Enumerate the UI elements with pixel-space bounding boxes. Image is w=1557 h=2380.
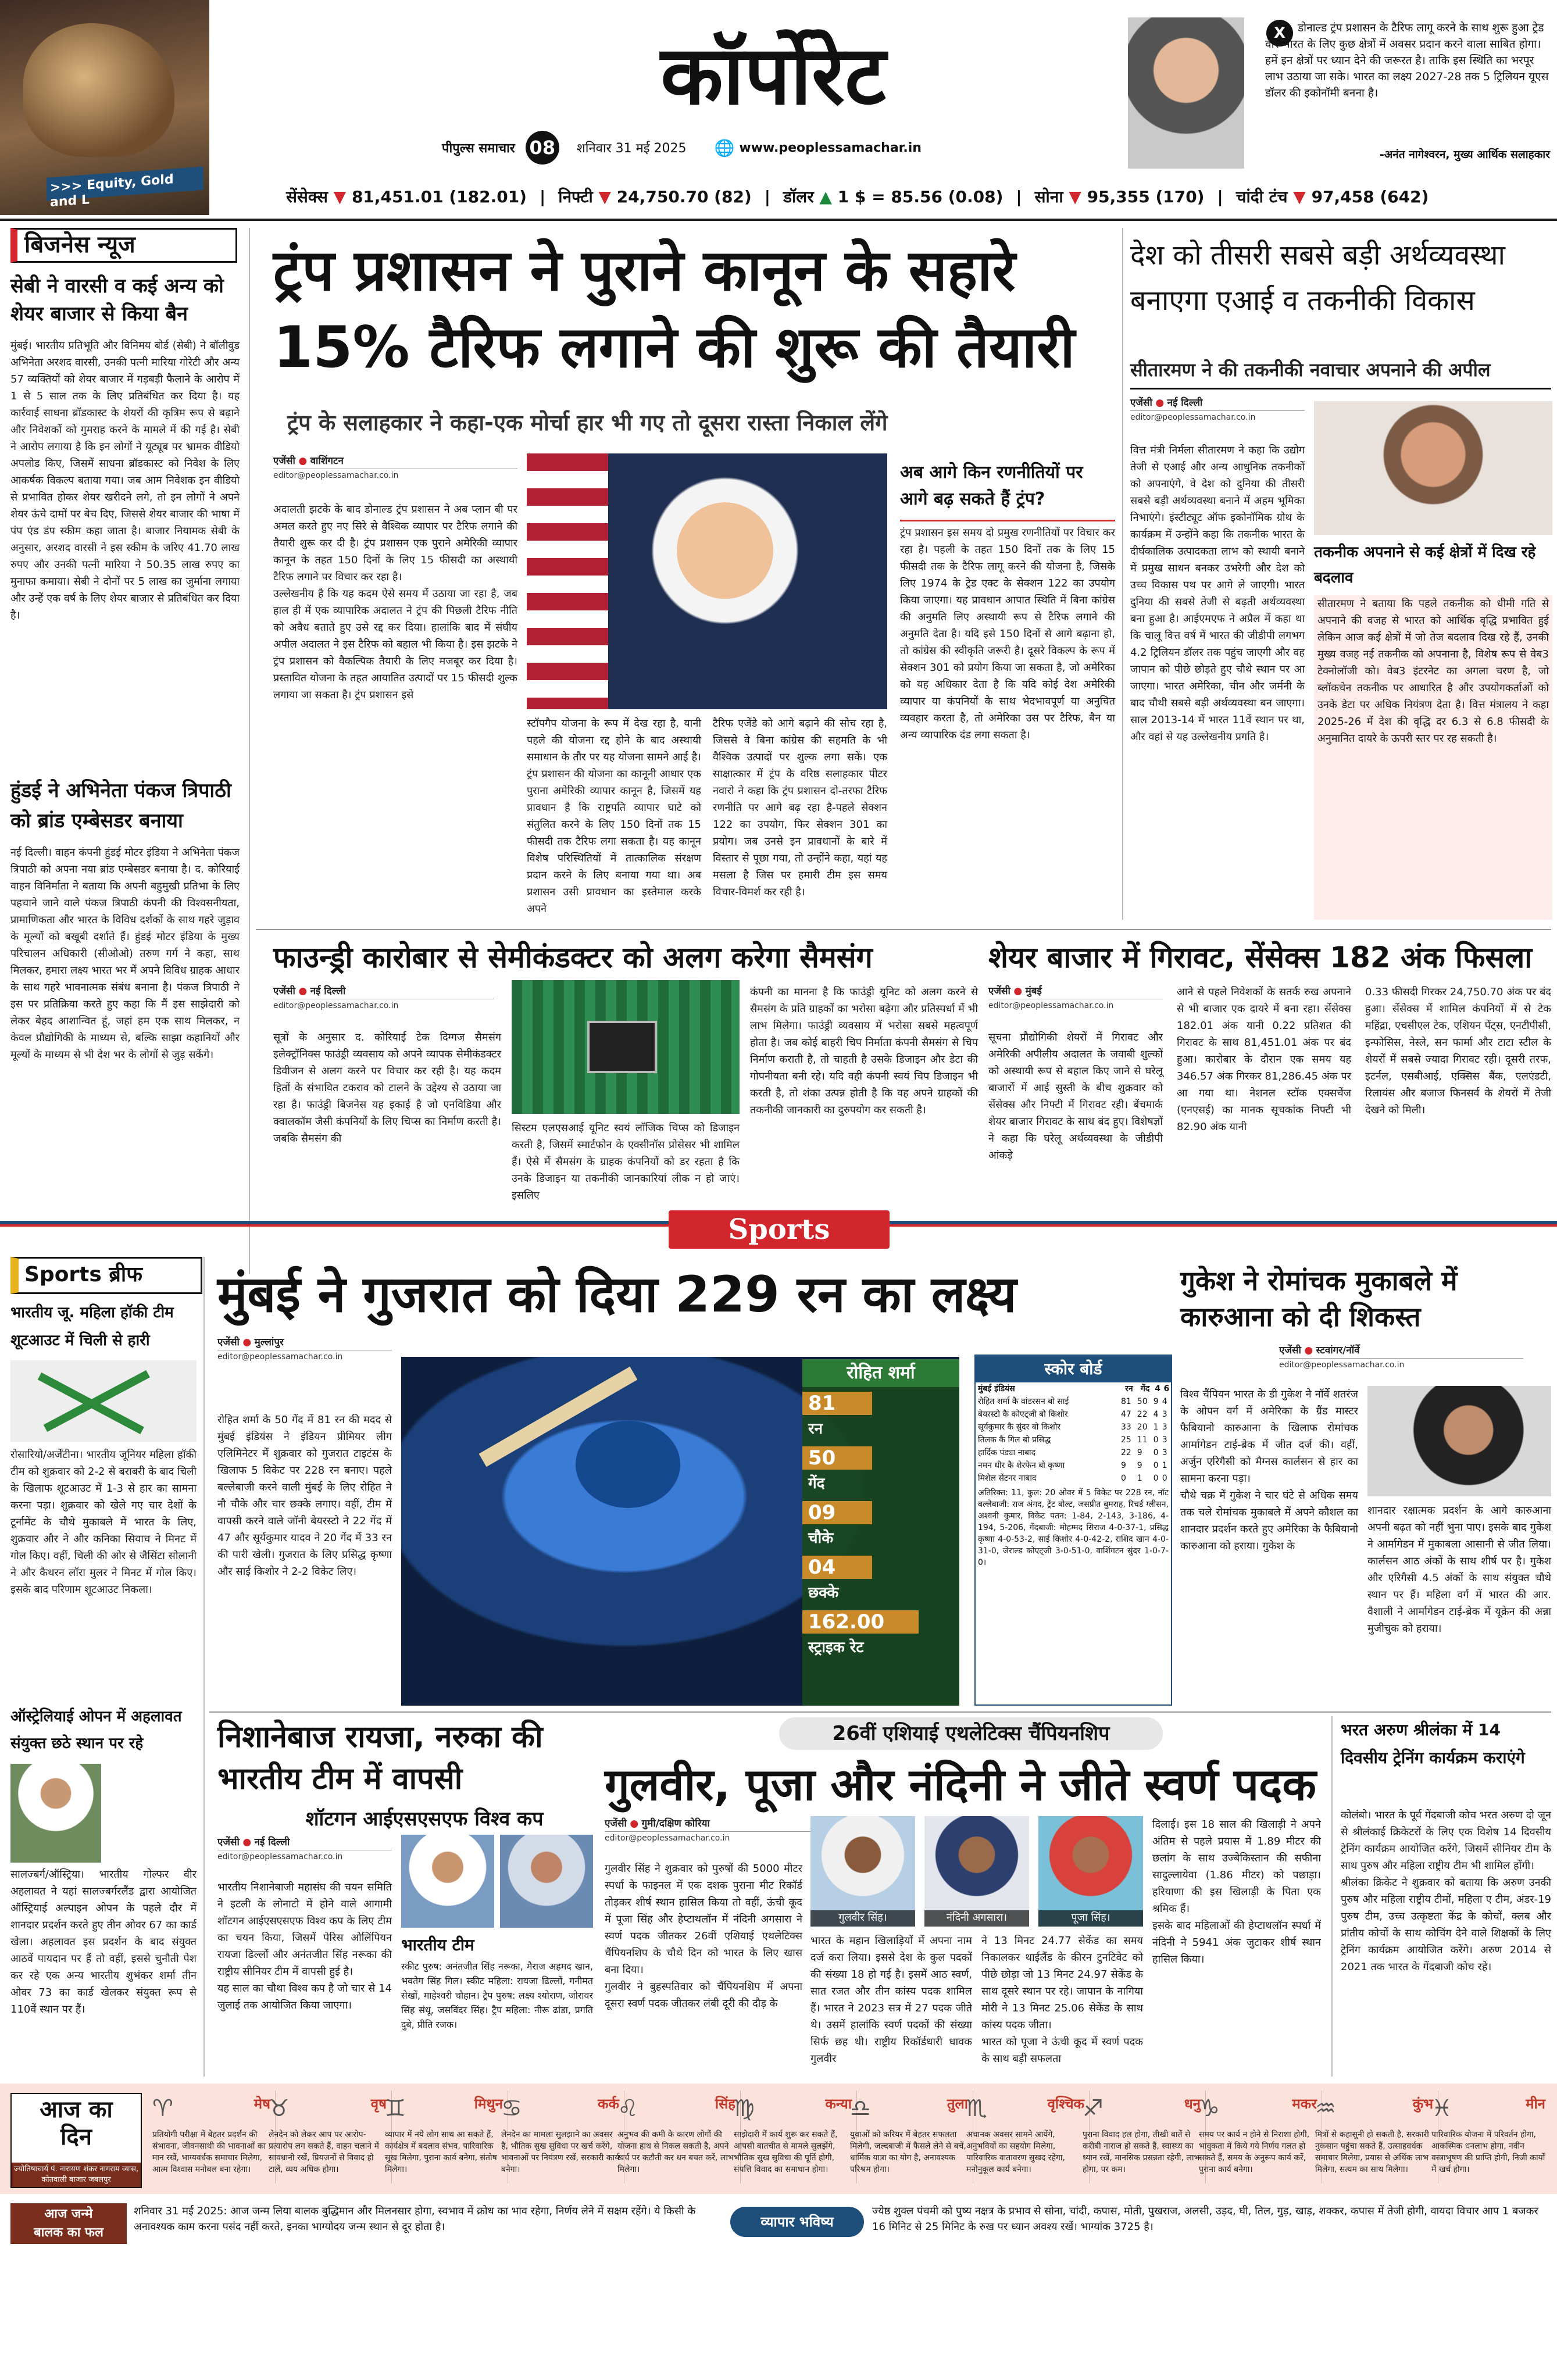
strategy-box-headline: अब आगे किन रणनीतियों पर आगे बढ़ सकते हैं ट्रंप? xyxy=(900,462,1083,509)
hyundai-headline: हुंडई ने अभिनेता पंकज त्रिपाठी को ब्रांड एम्बेसडर बनाया xyxy=(10,779,231,832)
table-row: तिलक कै गिल बो प्रसिद्ध 25 11 0 3 xyxy=(978,1435,1167,1445)
gukesh-photo xyxy=(1367,1386,1551,1496)
horoscope-tag-line2: दिन xyxy=(60,2124,92,2150)
strategy-box-rule xyxy=(900,520,1115,521)
capricorn-icon: ♑ xyxy=(1199,2095,1220,2122)
table-row: हार्दिक पंड्या नाबाद 22 9 0 3 xyxy=(978,1448,1167,1457)
bse-photo xyxy=(0,0,209,215)
aries-icon: ♈ xyxy=(152,2095,173,2122)
market-col-3: 0.33 फीसदी गिरकर 24,750.70 अंक पर बंद हुआ। सेंसेक्स में शामिल कंपनियों में से टेक महिंद्रा, एचसीएल टेक, एशियन पेंट्स, एनटीपीसी, इन्फोसिस, नेस्ले, सन फार्मा और टाटा स्टील के शेयरों में सबसे ज्यादा गिरावट रही। दूसरी तरफ, इटर्नल, एसबीआई, एक्सिस बैंक, एलएंडटी, रिलायंस और बजाज फिनसर्व के शेयरों में तेजी देखने को मिली। xyxy=(1365,986,1551,1116)
horoscope-tag-line1: आज का xyxy=(40,2096,113,2123)
birth-text: शनिवार 31 मई 2025: आज जन्म लिया बालक बुद्धिमान और मिलनसार होगा, स्वभाव में क्रोध का भाव रहेगा, निर्णय लेने में सक्षम रहेंगे। ये किसी के अनावश्यक काम करना पसंद नहीं करते, इनका भाग्योदय जन्म स्थान से दूर होता है। xyxy=(134,2205,696,2233)
athletics-col-1: गुलवीर सिंह ने शुक्रवार को पुरुषों की 5000 मीटर स्पर्धा के फाइनल में एक दशक पुराना मीट रिकॉर्ड तोड़कर शीर्ष स्थान हासिल किया तो वहीं, ऊंची कूद में पूजा सिंह और हेप्टाथलॉन में नंदिनी अगसारा ने स्वर्ण पदक जीतकर 26वीं एशियाई एथलेटिक्स चैंपियनशिप के चौथे दिन को भारत के लिए खास बना दिया। गुलवीर ने बुहस्पतिवार को चैंपियनशिप में अपना दूसरा स्वर्ण पदक जीतकर लंबी दूरी की दौड़ के xyxy=(605,1863,802,2010)
hockey-photo xyxy=(10,1360,197,1442)
shooting-body: भारतीय निशानेबाजी महासंघ की चयन समिति ने इटली के लोनाटो में होने वाले आगामी शॉटगन आईएसएसएफ विश्व कप के लिए टीम का चयन किया, जिसमें पेरिस ओलिंपियन रायजा ढिल्लों और अनंतजीत सिंह नरूका की राष्ट्रीय सीनियर टीम में वापसी हुई है। यह साल का चौथा विश्व कप है जो चार से 14 जुलाई तक आयोजित किया जाएगा। xyxy=(217,1881,392,2011)
location-pin-icon: ● xyxy=(1304,1345,1313,1356)
ipl-headline: मुंबई ने गुजरात को दिया 229 रन का लक्ष्य xyxy=(217,1266,1017,1324)
athlete-caption-3: पूजा सिंह। xyxy=(1038,1910,1143,1927)
team-body: स्कीट पुरुष: अनंतजीत सिंह नरूका, मैराज अहमद खान, भवतेग सिंह गिल। स्कीट महिला: रायजा ढिल्लों, गनीमत सेखों, माहेश्वरी चौहान। ट्रैप पुरुष: लक्ष्य श्योराण, जोरावर सिंह संधू, जसविंदर सिंह। ट्रैप महिला: नीरू ढांडा, प्रगति दुबे, प्रीति रजक। xyxy=(401,1961,593,2030)
srilanka-headline: भरत अरुण श्रीलंका में 14 दिवसीय ट्रेनिंग कार्यक्रम कराएंगे xyxy=(1341,1720,1525,1767)
hockey-body: रोसारियो/अर्जेंटीना। भारतीय जूनियर महिला हॉकी टीम को शुक्रवार को 2-2 से बराबरी के बाद चिली के खिलाफ शूटआउट में 1-3 से हार का सामना करना पड़ा। शुक्रवार को खेले गए चार देशों के टूर्नामेंट के चौथे मुकाबले में भारत के लिए, शुक्रवार और ने और कनिका सिवाच ने मिनट में गोल किए। वहीं, चिली की ओर से जैसिंटा सोलानी ने और कैथरन लॉरा मुलर ने मिनट में गोल किए। इसके बाद परिणाम शूटआउट निकला। xyxy=(10,1449,197,1596)
lead-byline: एजेंसी ● वाशिंगटन editor@peoplessamachar.co.in xyxy=(273,453,517,494)
batsman-helmet xyxy=(576,1421,680,1508)
section-rule xyxy=(256,929,1551,930)
samsung-headline: फाउन्ड्री कारोबार से सेमीकंडक्टर को अलग करेगा सैमसंग xyxy=(273,941,873,974)
chip-icon xyxy=(587,1021,657,1073)
athlete-caption-2: नंदिनी अगसारा। xyxy=(924,1910,1029,1927)
section-rule xyxy=(209,1711,1551,1713)
samsung-col-1: सूत्रों के अनुसार द. कोरियाई टेक दिग्गज सैमसंग इलेक्ट्रॉनिक्स फाउंड्री व्यवसाय को अपने व्यापक सेमीकंडक्टर डिवीजन से अलग करने पर विचार कर रही है। यह कदम हितों के संभावित टकराव को टालने के उद्देश्य से उठाया जा रहा है। फाउंड्री बिजनेस यह इकाई है जो एनविडिया और क्वालकॉम जैसी कंपनियों के लिए चिप्स का निर्माण करती है। जबकि सैमसंग की xyxy=(273,1031,501,1145)
scorecard xyxy=(974,1355,1172,1706)
economy-headline: देश को तीसरी सबसे बड़ी अर्थव्यवस्था बनाएगा एआई व तकनीकी विकास xyxy=(1130,239,1505,317)
gukesh-col-2: शानदार रक्षात्मक प्रदर्शन के आगे कारुआना अपनी बढ़त को नहीं भुना पाए। इसके बाद गुकेश ने आर्मागेडन में मुकाबला आसानी से जीत लिया। कार्लसन आठ अंकों के साथ शीर्ष पर है। गुकेश और एरिगैसी 4.5 अंकों के साथ संयुक्त चौथे स्थान पर हैं। महिला वर्ग में भारत की आर. वैशाली ने आर्मागेडन टाई-ब्रेक में यूक्रेन की अन्ना मुजीचुक को हराया। xyxy=(1367,1505,1551,1635)
sports-banner: Sports xyxy=(669,1210,890,1249)
business-news-tag: बिजनेस न्यूज xyxy=(10,228,237,263)
gukesh-headline: गुकेश ने रोमांचक मुकाबले में कारुआना को दी शिकस्त xyxy=(1180,1265,1458,1332)
horoscope-grid xyxy=(149,2090,1556,2189)
sagittarius-icon: ♐ xyxy=(1083,2095,1104,2122)
masthead-strip xyxy=(442,131,1134,164)
chip-photo xyxy=(512,980,740,1114)
athletics-col-4: दिलाई। इस 18 साल की खिलाड़ी ने अपने अंतिम से पहले प्रयास में 1.89 मीटर की छलांग के साथ उज्बेकिस्तान की सफीना सादुल्लायेवा (1.86 मीटर) को पछाड़ा। हरियाणा की इस खिलाड़ी के पिता एक श्रमिक हैं। इसके बाद महिलाओं की हेप्टाथलॉन स्पर्धा में नंदिनी ने 5941 अंक जुटाकर शीर्ष स्थान हासिल किया। xyxy=(1152,1818,1321,1966)
athletics-col-3: ने 13 मिनट 24.77 सेकेंड का समय निकालकर थाईलैंड के कीरन टुनटिवेट को पीछे छोड़ा जो 13 मिनट 24.97 सेकेंड के साथ दूसरे स्थान पर रहे। जापान के नागिया मोरी ने 13 मिनट 25.06 सेकेंड के साथ कांस्य पदक जीता। भारत को पूजा ने ऊंची कूद में स्वर्ण पदक के साथ बड़ी सफलता xyxy=(981,1935,1143,2065)
economy-body: वित्त मंत्री निर्मला सीतारमण ने कहा कि उद्योग तेजी से एआई और अन्य आधुनिक तकनीकों को अपनाएंगे, वे देश को दुनिया की तीसरी सबसे बड़ी अर्थव्यवस्था बनाने में अहम भूमिका निभाएंगे। इंस्टीट्यूट ऑफ इकोनॉमिक ग्रोथ के कार्यक्रम में उन्होंने कहा कि तकनीक भारत के दीर्घकालिक उत्पादकता लाभ को स्थायी बनाने में प्रमुख साधन बनकर उभरेगी और देश को उच्च विकास पथ पर आगे ले जाएगी। भारत दुनिया की सबसे तेजी से बढ़ती अर्थव्यवस्था बना हुआ है। आईएमएफ ने अप्रैल में कहा था कि चालू वित्त वर्ष में भारत की जीडीपी लगभग 4.2 ट्रिलियन डॉलर तक पहुंच जाएगी और वह जापान को पीछे छोड़ते हुए चौथे स्थान पर आ जाएगा। भारत अमेरिका, चीन और जर्मनी के बाद चौथी सबसे बड़ी अर्थव्यवस्था बन जाएगा। साल 2013-14 में भारत 11वें स्थान पर था, और वहां से यह उल्लेखनीय प्रगति है। xyxy=(1130,444,1305,743)
website-link[interactable]: www.peoplessamachar.in xyxy=(739,140,922,155)
rashi-meen: ♓ मीन पारिवारिक योजना में परिवर्तन होगा, आकस्मिक धनलाभ होगा, नवीन वस्त्राभूषण की प्राप्ति होगी, निजी कार्यों में खर्च होगा। xyxy=(1431,2095,1545,2174)
stat-sixes: 04 छक्के xyxy=(802,1556,959,1608)
scorecard-table: मुंबई इंडियंस रन गेंद 4 6 रोहित शर्मा कै वांडरसन बो साई 81 50 9 4 बेयरस्टो कै कोएट्जी बो किशोर 47 22 4 3 सूर्यकुमार कै सुंदर बो किशोर 33 20 1 3 तिलक कै गिल बो प्रसिद्ध 25 11 0 3 हार्दिक पंड्या नाबाद 22 9 0 3 नमन धीर कै शेरफेन बो कृष्णा 9 9 0 1 मिशेल सेंटनर नाबाद 0 1 0 0 xyxy=(976,1382,1171,1485)
bull-statue xyxy=(23,23,174,157)
column-divider xyxy=(1331,1716,1333,2077)
location-pin-icon: ● xyxy=(298,455,308,467)
market-byline: एजेंसी ● मुंबई editor@peoplessamachar.co.in xyxy=(988,984,1163,1022)
samsung-col-2: सिस्टम एलएसआई यूनिट स्वयं लॉजिक चिप्स को डिजाइन करती है, जिसमें स्मार्टफोन के एक्सीनॉस प्रोसेसर भी शामिल हैं। ऐसे में सैमसंग के ग्राहक कंपनियों को डर रहता है कि उनके डिजाइन या तकनीकी जानकारियां लीक न हो जाएं। इसलिए xyxy=(512,1122,740,1202)
birth-label: आज जन्मे बालक का फल xyxy=(10,2203,127,2244)
rashi-dhanu: ♐ धनु पुराना विवाद हल होगा, तीखी बातें से करीबी नाराज हो सकते हैं, स्वास्थ्य का ध्यान रखें, मानसिक प्रसन्नता रहेगी, लाभ होगा, पर कम। xyxy=(1079,2090,1206,2184)
strategy-box-body: ट्रंप प्रशासन इस समय दो प्रमुख रणनीतियों पर विचार कर रहा है। पहली के तहत 150 दिनों तक के लिए 15 फीसदी तक के टैरिफ लागू करने की योजना है, जिसके लिए 1974 के ट्रेड एक्ट के सेक्शन 122 का उपयोग किया जाएगा। यह प्रावधान आपात स्थिति में बिना कांग्रेस की अनुमति लिए अस्थायी रूप से टैरिफ लगाने की अनुमति देता है। यदि इसे 150 दिनों से आगे बढ़ाना हो, तो कांग्रेस की स्वीकृति जरूरी है। दूसरे विकल्प के रूप में सेक्शन 301 को प्रयोग किया जा सकता है, जो अमेरिका को यह अधिकार देता है कि यदि कोई देश अमेरिकी व्यापार या कंपनियों के साथ भेदभावपूर्ण या अनुचित व्यवहार करता है, तो अमेरिका उस पर टैरिफ, बैन या अन्य व्यापारिक दंड लगा सकता है। xyxy=(900,527,1115,741)
market-col-1: सूचना प्रौद्योगिकी शेयरों में गिरावट और अमेरिकी अपीलीय अदालत के जवाबी शुल्कों को अस्थायी रूप से बहाल किए जाने से घरेलू बाजारों में आई सुस्ती के बीच शुक्रवार को सेंसेक्स और निफ्टी में गिरावट रही। बेंचमार्क शेयर बाजार गिरावट के साथ बंद हुए। विशेषज्ञों ने कहा कि घरेलू अर्थव्यवस्था के जीडीपी आंकड़े xyxy=(988,1031,1163,1162)
shooter-photo-1 xyxy=(401,1835,494,1928)
gemini-icon: ♊ xyxy=(385,2095,406,2122)
leo-icon: ♌ xyxy=(617,2095,638,2122)
scorecard-extras: अतिरिक्त: 11, कुल: 20 ओवर में 5 विकेट पर 228 रन, नॉट बल्लेबाजी: राज अंगद, ट्रेंट बोल्ट, जसप्रीत बुमराह, रिचर्ड ग्लीसन, अश्वनी कुमार, विकेट पतन: 1-84, 2-143, 3-186, 4-194, 5-206, गेंदबाजी: मोहम्मद सिराज 4-0-37-1, प्रसिद्ध कृष्णा 4-0-53-2, साई किशोर 4-0-42-2, राशिद खान 4-0-31-0, जेराल्ड कोएट्जी 3-0-51-0, वाशिंगटन सुंदर 1-0-7-0। xyxy=(978,1488,1169,1567)
ticker-rule xyxy=(0,219,1557,221)
table-row: सूर्यकुमार कै सुंदर बो किशोर 33 20 1 3 xyxy=(978,1423,1167,1432)
issue-date: शनिवार 31 मई 2025 xyxy=(576,141,687,156)
golf-body: सालज्बर्ग/ऑस्ट्रिया। भारतीय गोल्फर वीर अहलावत ने यहां सालज्बर्गरलैंड द्वारा आयोजित ऑस्ट्रियाई अल्पाइन ओपन के पहले दौर में शानदार प्रदर्शन करते हुए तीन ओवर 67 का कार्ड खेला। अहलावत इस प्रदर्शन के बाद संयुक्त आठवें पायदान पर हैं तो वहीं, इससे चुनौती पेश कर रहे एक अन्य भारतीय शुभंकर शर्मा तीन ओवर 73 का कार्ड खेलकर संयुक्त रूप से 110वें स्थान पर हैं। xyxy=(10,1868,197,2016)
advisor-quote: डोनाल्ड ट्रंप प्रशासन के टैरिफ लागू करने के साथ शुरू हुआ ट्रेड वार भारत के लिए कुछ क्षेत्रों में अवसर प्रदान करने वाला साबित होगा। हमें इन क्षेत्रों पर ध्यान देने की जरूरत है। ताकि इस स्थिति का भरपूर लाभ उठाया जा सके। भारत का लक्ष्य 2027-28 तक 5 ट्रिलियन यूएस डॉलर की इकोनॉमी बनना है। xyxy=(1265,22,1549,99)
market-headline: शेयर बाजार में गिरावट, सेंसेक्स 182 अंक फिसला xyxy=(988,941,1533,974)
sports-brief-tag: Sports ब्रीफ xyxy=(10,1257,202,1294)
sitharaman-photo xyxy=(1314,401,1552,535)
hockey-headline: भारतीय जू. महिला हॉकी टीम शूटआउट में चिली से हारी xyxy=(10,1304,174,1349)
scorpio-icon: ♏ xyxy=(966,2095,987,2122)
ticker-gold: सोना ▼ 95,355 (170) xyxy=(1034,187,1205,206)
advisor-name: -अनंत नागेश्वरन, मुख्य आर्थिक सलाहकार xyxy=(1379,148,1550,161)
pisces-icon: ♓ xyxy=(1431,2095,1452,2122)
athletics-headline: गुलवीर, पूजा और नंदिनी ने जीते स्वर्ण पदक xyxy=(605,1759,1316,1810)
ticker-sensex: सेंसेक्स ▼ 81,451.01 (182.01) xyxy=(286,187,527,206)
ticker-silver: चांदी टंच ▼ 97,458 (642) xyxy=(1235,187,1429,206)
rashi-tula: ♎ तुला युवाओं को करियर में बेहतर सफलता मिलेगी, जल्दबाजी में फैसले लेने से बचें, धार्मिक यात्रा का योग है, अनावश्यक परिश्रम होगा। xyxy=(847,2090,973,2184)
virgo-icon: ♍ xyxy=(734,2095,755,2122)
aquarius-icon: ♒ xyxy=(1315,2095,1336,2122)
golf-headline: ऑस्ट्रेलियाई ओपन में अहलावत संयुक्त छठे स्थान पर रहे xyxy=(10,1708,182,1752)
rashi-vrish: ♉ वृष लेनदेन को लेकर आप पर आरोप-प्रत्यारोप लग सकते हैं, वाहन चलाने में सावधानी रखें, प्रियजनों से विवाद हो टालें, व्यय अधिक होगा। xyxy=(265,2090,392,2184)
arrow-down-icon: ▼ xyxy=(1293,187,1306,206)
location-pin-icon: ● xyxy=(630,1818,639,1829)
libra-icon: ♎ xyxy=(850,2095,871,2122)
table-row: नमन धीर कै शेरफेन बो कृष्णा 9 9 0 1 xyxy=(978,1461,1167,1470)
rashi-kanya: ♍ कन्या साझेदारी में कार्य शुरू कर सकते हैं, आपसी बातचीत से मामले सुलझेंगे, भौतिक सुख सुविधा की पूर्ति होगी, संपत्ति विवाद का समाधान होगा। xyxy=(730,2090,857,2184)
scorecard-title: स्कोर बोर्ड xyxy=(976,1356,1171,1382)
rashi-makar: ♑ मकर समय पर कार्य न होने से निराशा होगी, भावुकता में किये गये निर्णय गलत हो सकते हैं, समय के अनुरूप कार्य करें, पुराना कार्य बनेगा। xyxy=(1195,2090,1322,2184)
tech-change-headline: तकनीक अपनाने से कई क्षेत्रों में दिख रहे बदलाव xyxy=(1314,544,1536,587)
location-pin-icon: ● xyxy=(1155,397,1165,409)
ticker-dollar: डॉलर ▲ 1 $ = 85.56 (0.08) xyxy=(783,187,1004,206)
rashi-mithun: ♊ मिथुन व्यापार में नये लोग साथ आ सकते हैं, कार्यक्षेत्र में बदलाव संभव, पारिवारिक सुख मिलेगा, पुराना कार्य बनेगा, संतोष मिलेगा। xyxy=(381,2090,508,2184)
lead-subheadline: ट्रंप के सलाहकार ने कहा-एक मोर्चा हार भी गए तो दूसरा रास्ता निकाल लेंगे xyxy=(287,410,888,435)
us-flag xyxy=(527,453,608,709)
advisor-photo xyxy=(1128,17,1244,169)
stat-runs: 81 रन xyxy=(802,1392,959,1444)
lead-col-1: अदालती झटके के बाद डोनाल्ड ट्रंप प्रशासन ने अब प्लान बी पर अमल करते हुए नए सिरे से वैश्विक व्यापार पर टैरिफ लगाने की तैयारी शुरू कर दी है। ट्रंप प्रशासन एक पुराने अमेरिकी व्यापार कानून के तहत 150 दिनों के लिए 15 फीसदी का अस्थायी टैरिफ लगाने पर विचार कर रहा है। उल्लेखनीय है कि यह कदम ऐसे समय में उठाया जा रहा है, जब हाल ही में एक व्यापारिक अदालत ने ट्रंप की पिछली टैरिफ नीति को अवैध बताते हुए उसे रद्द कर दिया। हालांकि बाद में संघीय अपील अदालत ने इस टैरिफ को बहाल भी किया है। इस झटके ने ट्रंप प्रशासन को वैकल्पिक तैयारी के लिए मजबूर कर दिया है। प्रस्तावित योजना के तहत आयातित उत्पादों पर 15 फीसदी शुल्क लगाया जा सकता है। ट्रंप प्रशासन इसे xyxy=(273,503,517,701)
masthead-title: कॉर्पोरेट xyxy=(660,28,886,123)
lead-col-2: स्टॉपगैप योजना के रूप में देख रहा है, यानी पहले की योजना रद्द होने के बाद अस्थायी समाधान के तौर पर यह योजना सामने आई है। ट्रंप प्रशासन की योजना का कानूनी आधार एक पुराना अमेरिकी व्यापार कानून है, जिसमें यह प्रावधान है कि राष्ट्रपति व्यापार घाटे को संतुलित करने के लिए 150 दिनों तक 15 फीसदी तक टैरिफ लगा सकता है। यह कानून विशेष परिस्थितियों में तात्कालिक संरक्षण प्रदान करने के लिए बनाया गया था। अब प्रशासन उसी प्रावधान का इस्तेमाल करके अपने xyxy=(527,717,701,915)
taurus-icon: ♉ xyxy=(269,2095,290,2122)
lead-headline: ट्रंप प्रशासन ने पुराने कानून के सहारे 15% टैरिफ लगाने की शुरू की तैयारी xyxy=(273,238,1075,381)
samsung-byline: एजेंसी ● नई दिल्ली editor@peoplessamachar.co.in xyxy=(273,984,494,1022)
rashi-singh: ♌ सिंह अनुभव की कमी के कारण लोगों की योजना हाथ से निकल सकती है, अपने खर्च पर कटौती कर धन बचत करें, लाभ मिलेगा। xyxy=(614,2090,741,2184)
rashi-kark: ♋ कर्क लेनदेन का मामला सुलझाने का अवसर है, भौतिक सुख सुविधा पर खर्च करेंगे, भावनाओं पर नियंत्रण रखें, सरकारी कार्य बनेगा। xyxy=(498,2090,624,2184)
astrologer-name: ज्योतिषाचार्य पं. नारायण शंकर नागराम व्यास, कोतवाली बाजार जबलपुर xyxy=(12,2163,141,2187)
market-col-2: आने से पहले निवेशकों के सतर्क रुख अपनाने से भी बाजार एक दायरे में बना रहा। सेंसेक्स 182.01 अंक यानी 0.22 प्रतिशत की गिरावट के साथ 81,451.01 अंक पर बंद हुआ। कारोबार के दौरान एक समय यह 346.57 अंक गिरकर 81,286.45 अंक पर आ गया था। नेशनल स्टॉक एक्सचेंज (एनएसई) का मानक सूचकांक निफ्टी भी 82.90 अंक यानी xyxy=(1177,986,1351,1133)
bse-caption: >>> Equity, Gold and L xyxy=(47,167,203,201)
table-row: रोहित शर्मा कै वांडरसन बो साई 81 50 9 4 xyxy=(978,1397,1167,1406)
arrow-down-icon: ▼ xyxy=(1069,187,1081,206)
lead-col-3: टैरिफ एजेंडे को आगे बढ़ाने की सोच रहा है, जिससे वे बिना कांग्रेस की सहमति के भी वैश्विक उत्पादों पर शुल्क लगा सकें। एक साक्षात्कार में ट्रंप के वरिष्ठ सलाहकार पीटर नवारो ने कहा कि ट्रंप प्रशासन दो-तरफा टैरिफ रणनीति पर आगे बढ़ रहा है-पहले सेक्शन 122 का उपयोग, फिर सेक्शन 301 का प्रयोग। जब उनसे इन प्रावधानों के बारे में विस्तार से पूछा गया, तो उन्होंने कहा, यहां यह मसला है जिस पर हमारी टीम इस समय विचार-विमर्श कर रही है। xyxy=(713,717,887,898)
shooting-subheadline: शॉटगन आईएसएसएफ विश्व कप xyxy=(305,1807,544,1831)
samsung-col-3: कंपनी का मानना है कि फाउंड्री यूनिट को अलग करने से सैमसंग के प्रति ग्राहकों का भरोसा बढ़ेगा और प्रतिस्पर्धा में भी लाभ मिलेगा। फाउंड्री व्यवसाय में भरोसा सबसे महत्वपूर्ण होता है। जब कोई बाहरी चिप निर्माता कंपनी सैमसंग से चिप निर्माण कराती है, तो चाहती है उसके डिजाइन और डेटा की गोपनीयता बनी रहे। यदि वही कंपनी स्वयं चिप डिजाइन भी करती है, तो शंका उत्पन्न होती है कि वह अपने ग्राहकों की तकनीकी जानकारी का दुरुपयोग कर सकती है। xyxy=(750,986,978,1116)
sebi-body: मुंबई। भारतीय प्रतिभूति और विनिमय बोर्ड (सेबी) ने बॉलीवुड अभिनेता अरशद वारसी, उनकी पत्नी मारिया गोरेटी और अन्य 57 व्यक्तियों को शेयर बाजार में गड़बड़ी फैलाने के आरोप में 1 से 5 साल तक के लिए प्रतिबंधित कर दिया है। यह कार्रवाई साधना ब्रॉडकास्ट के शेयरों की कृत्रिम रूप से बढ़ाने और निवेशकों को गुमराह करने के मामले में की गई है। सेबी ने आरोप लगाया है कि इन लोगों ने यूट्यूब पर भ्रामक वीडियो अपलोड किए, जिसमें साधना ब्रॉडकास्ट को निवेश के लिए आकर्षक विकल्प बताया गया। जब आम निवेशक इन वीडियो से प्रभावित होकर शेयर खरीदने लगे, तो इन लोगों ने अपने शेयर ऊंचे दामों पर बेच दिए, जिससे शेयर बाजार की भाषा में पंप एंड डंप स्कीम कहा जाता है। बाजार नियामक सेबी के अनुसार, अरशद वारसी ने इस स्कीम के जरिए 41.70 लाख रुपए और उनकी पत्नी मारिया ने 50.35 लाख रुपए का मुनाफा कमाया। सेबी ने दोनों पर 5 लाख का जुर्माना लगाया और उन्हें एक वर्ष के लिए शेयर बाजार से प्रतिबंधित कर दिया है। xyxy=(10,340,240,621)
shooter-photo-2 xyxy=(500,1835,593,1928)
athletics-col-2: भारत के महान खिलाड़ियों में अपना नाम दर्ज करा लिया। इससे देश के कुल पदकों की संख्या 18 हो गई है। इसमें आठ स्वर्ण, सात रजत और तीन कांस्य पदक शामिल हैं। भारत ने 2023 सत्र में 27 पदक जीते थे। उसमें हालांकि स्वर्ण पदकों की संख्या सिर्फ छह थी। राष्ट्रीय रिकॉर्डधारी धावक गुलवीर xyxy=(810,1935,972,2065)
column-divider xyxy=(203,1257,205,2077)
gukesh-byline: एजेंसी ● स्टवांगर/नॉर्वे editor@peoplessamachar.co.in xyxy=(1279,1343,1523,1381)
globe-icon: 🌐 xyxy=(714,138,735,158)
tech-change-body: सीतारमण ने बताया कि पहले तकनीक को धीमी गति से अपनाने की वजह से भारत को आर्थिक वृद्धि प्रभावित हुई लेकिन आज कई क्षेत्रों में जो तेज बदलाव दिख रहे हैं, उनकी मुख्य वजह नई तकनीक को अपनाना है, विशेष रूप से वेब3 टेक्नोलॉजी को। वेब3 इंटरनेट का अगला चरण है, जो ब्लॉकचेन तकनीक पर आधारित है और उपयोगकर्ताओं को उनके डेटा पर अधिक नियंत्रण देता है। वित्त मंत्रालय ने कहा 2025-26 में देश की वृद्धि दर 6.3 से 6.8 फीसदी के अनुमानित दायरे के ऊपरी स्तर पर रह सकती है। xyxy=(1314,595,1552,920)
stat-strike-rate: 162.00 स्ट्राइक रेट xyxy=(802,1610,959,1698)
srilanka-body: कोलंबो। भारत के पूर्व गेंदबाजी कोच भरत अरुण दो जून से श्रीलंकाई क्रिकेटरों के लिए एक विशेष 14 दिवसीय ट्रेनिंग कार्यक्रम आयोजित करेंगे, जिसमें सीनियर टीम के साथ पुरुष और महिला राष्ट्रीय टीम भी शामिल होंगी। श्रीलंका क्रिकेट ने शुक्रवार को बताया कि अरुण उनकी पुरुष और महिला राष्ट्रीय टीमों, महिला ए टीम, अंडर-19 पुरुष टीम, उच्च उत्कृष्टता केंद्र के कोचों, क्लब और प्रांतीय कोचों के साथ कोचिंग देने वाले शिक्षकों के लिए ट्रेनिंग कार्यक्रम आयोजित करेंगे। अरुण 2014 से 2021 तक भारत के गेंदबाजी कोच रहे। xyxy=(1341,1809,1551,1973)
arrow-up-icon: ▲ xyxy=(819,187,832,206)
golfer-photo xyxy=(10,1764,101,1863)
hyundai-body: नई दिल्ली। वाहन कंपनी हुंडई मोटर इंडिया ने अभिनेता पंकज त्रिपाठी को अपना नया ब्रांड एम्बेसडर बनाया है। द. कोरियाई वाहन विनिर्माता ने बताया कि अपनी बहुमुखी प्रतिभा के लिए पहचाने जाने वाले पंकज त्रिपाठी कंपनी की विश्वसनीयता, प्रामाणिकता और भारत के विविध दर्शकों के साथ गहरे जुड़ाव के मूल्यों को बखूबी दर्शाते हैं। हुंडई मोटर इंडिया के मुख्य परिचालन अधिकारी (सीओओ) तरुण गर्ग ने कहा, साथ मिलकर, हमारा लक्ष्य भारत भर में अपने विविध ग्राहक आधार के साथ गहरे भावनात्मक संबंध बनाना है। पंकज त्रिपाठी ने इस पर प्रतिक्रिया करते हुए कहा कि मैं इस साझेदारी को लेकर बेहद आशान्वित हूं, जहां हम एक साथ मिलकर, न केवल प्रौद्योगिकी के माध्यम से, बल्कि साझा कहानियों और मूल्यों के माध्यम से भी देश भर के लोगों से जुड़ सकेंगे। xyxy=(10,846,240,1061)
economy-subheadline: सीतारमण ने की तकनीकी नवाचार अपनाने की अपील xyxy=(1130,357,1551,389)
stat-fours: 09 चौके xyxy=(802,1501,959,1553)
table-row: बेयरस्टो कै कोएट्जी बो किशोर 47 22 4 3 xyxy=(978,1410,1167,1419)
athlete-caption-1: गुलवीर सिंह। xyxy=(810,1910,915,1927)
cancer-icon: ♋ xyxy=(501,2095,522,2122)
location-pin-icon: ● xyxy=(298,985,308,997)
rashi-mesh: ♈ मेष प्रतियोगी परीक्षा में बेहतर प्रदर्शन की संभावना, जीवनसाथी की भावनाओं का मान रखें, भाग्यवर्धक समाचार मिलेगा, आत्म विश्वास मनोबल बना रहेगा। xyxy=(149,2090,276,2184)
rohit-stats-box xyxy=(802,1359,959,1706)
ticker-nifty: निफ्टी ▼ 24,750.70 (82) xyxy=(558,187,752,206)
shooting-byline: एजेंसी ● नई दिल्ली editor@peoplessamachar.co.in xyxy=(217,1835,392,1873)
team-headline: भारतीय टीम xyxy=(401,1935,474,1954)
player-name: रोहित शर्मा xyxy=(802,1359,959,1387)
trade-label: व्यापार भविष्य xyxy=(730,2207,864,2237)
paper-name: पीपुल्स समाचार xyxy=(442,141,515,156)
ipl-body: रोहित शर्मा के 50 गेंद में 81 रन की मदद से मुंबई इंडियंस ने इंडियन प्रीमियर लीग एलिमिनेटर में शुक्रवार को गुजरात टाइटंस के खिलाफ 5 विकेट पर 228 रन बनाए। पहले बल्लेबाजी करने वाली मुंबई के लिए रोहित ने नौ चौके और चार छक्के लगाए। वहीं, टीम में वापसी करने वाले जॉनी बेयरस्टो ने 22 गेंद में 47 और सूर्यकुमार यादव ने 20 गेंद में 33 रन की पारी खेली। गुजरात के लिए प्रसिद्ध कृष्णा और साई किशोर ने 2-2 विकेट लिए। xyxy=(217,1414,392,1578)
location-pin-icon: ● xyxy=(242,1836,252,1848)
athletics-byline: एजेंसी ● गुमी/दक्षिण कोरिया editor@peoplessamachar.co.in xyxy=(605,1816,849,1854)
economy-byline: एजेंसी ● नई दिल्ली editor@peoplessamachar.co.in xyxy=(1130,395,1305,434)
location-pin-icon: ● xyxy=(242,1336,252,1348)
ipl-byline: एजेंसी ● मुल्लांपुर editor@peoplessamachar.co.in xyxy=(217,1335,392,1373)
rashi-vrishchik: ♏ वृश्चिक अचानक अवसर सामने आयेंगे, अनुभवियों का सहयोग मिलेगा, पारिवारिक वातावरण सुखद रहेगा, मनोनुकूल कार्य बनेगा। xyxy=(963,2090,1090,2184)
rashi-kumbh: ♒ कुंभ मित्रों से कहासुनी हो सकती है, सरकारी नुकसान पहुंचा सकते हैं, उत्साहवर्धक समाचार मिलेगा, प्रयास से अर्थिक लाभ मिलेगा, सत्यम का साथ मिलेगा। xyxy=(1312,2090,1438,2184)
arrow-down-icon: ▼ xyxy=(333,187,347,206)
page-number: 08 xyxy=(526,131,559,165)
location-pin-icon: ● xyxy=(1013,985,1023,997)
arrow-down-icon: ▼ xyxy=(598,187,612,206)
gukesh-col-1: विश्व चैंपियन भारत के डी गुकेश ने नॉर्वे शतरंज के ओपन वर्ग में अमेरिका के ग्रैंड मास्टर फैबियानो कारुआना के खिलाफ रोमांचक आर्मागेडन टाई-ब्रेक में जीत दर्ज की। वहीं, अर्जुन एरिगैसी को मैग्नस कार्लसन से हार का सामना करना पड़ा। चौथे चक्र में गुकेश ने चार घंटे से अधिक समय तक चले रोमांचक मुकाबले में अपने कौशल का शानदार प्रदर्शन करते हुए अमेरिका के फैबियानो कारुआना को हराया। गुकेश के xyxy=(1180,1388,1358,1552)
sebi-headline: सेबी ने वारसी व कई अन्य को शेयर बाजार से किया बैन xyxy=(10,274,224,326)
trade-text: ज्येष्ठ शुक्ल पंचमी को पुष्य नक्षत्र के प्रभाव से सोना, चांदी, कपास, मोती, पुखराज, अलसी, उड़द, घी, तिल, गुड़, खाड़, शक्कर, कपास में तेजी होगी, वायदा विचार आप 1 बजकर 16 मिनिट से 25 मिनिट के रुख पर ध्यान अवश्य रखें। भाग्यांक 3725 है। xyxy=(872,2205,1538,2233)
athletics-banner: 26वीं एशियाई एथलेटिक्स चैंपियनशिप xyxy=(779,1717,1163,1750)
stat-balls: 50 गेंद xyxy=(802,1446,959,1499)
column-divider xyxy=(1122,228,1123,920)
x-logo-icon: X xyxy=(1266,20,1293,47)
market-ticker: सेंसेक्स ▼ 81,451.01 (182.01) | निफ्टी ▼ 24,750.70 (82) | डॉलर ▲ 1 $ = 85.56 (0.08) | सोना ▼ 95,355 (170) | चांदी टंच ▼ 97,458 (642) xyxy=(286,180,1551,213)
column-divider xyxy=(249,228,250,1274)
shooting-headline: निशानेबाज रायजा, नरुका की भारतीय टीम में वापसी xyxy=(217,1720,543,1796)
horoscope-tag xyxy=(10,2093,142,2188)
table-row: मिशेल सेंटनर नाबाद 0 1 0 0 xyxy=(978,1474,1167,1483)
